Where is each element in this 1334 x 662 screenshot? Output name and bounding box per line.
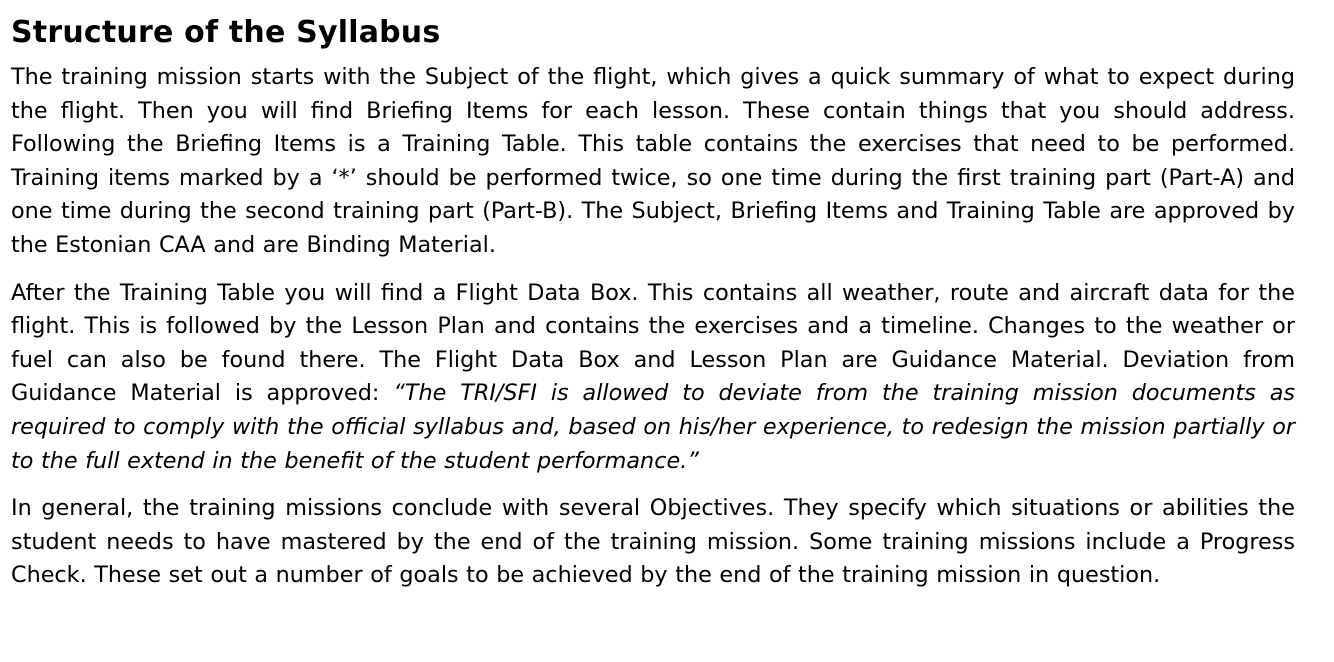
deviation-quote: “The TRI/SFI is allowed to deviate from the training mission documents as required to comply with the official syllabus and, based on his/her experience, to redesign the mission partially or to the full extend in the benefit of the student performance.”: [11, 380, 1295, 474]
paragraph-syllabus-structure: The training mission starts with the Subject of the flight, which gives a quick summary of what to expect during the flight. Then you will find Briefing Items for each lesson. These contain things that you should address. Following the Briefing Items is a Training Table. This table contains the exercises that need to be performed. Training items marked by a ‘*’ should be performed twice, so one time during the first training part (Part-A) and one time during the second training part (Part-B). The Subject, Briefing Items and Training Table are approved by the Estonian CAA and are Binding Material.: [11, 64, 1295, 258]
paragraph-flight-data-box-text: After the Training Table you will find a Flight Data Box. This contains all weather, route and aircraft data for the flight. This is followed by the Lesson Plan and contains the exercises and a timeline. Changes to the weather or fuel can also be found there. The Flight Data Box and Lesson Plan are Guidance Material. Deviation from Guidance Material is approved:: [11, 279, 1295, 407]
paragraph-objectives: In general, the training missions conclude with several Objectives. They specify which situations or abilities the student needs to have mastered by the end of the training mission. Some training missions include a Progress Check. These set out a number of goals to be achieved by the end of the training mission in question.: [11, 495, 1295, 589]
paragraph-flight-data-box: [11, 277, 1295, 479]
section-heading: Structure of the Syllabus: [11, 15, 441, 50]
